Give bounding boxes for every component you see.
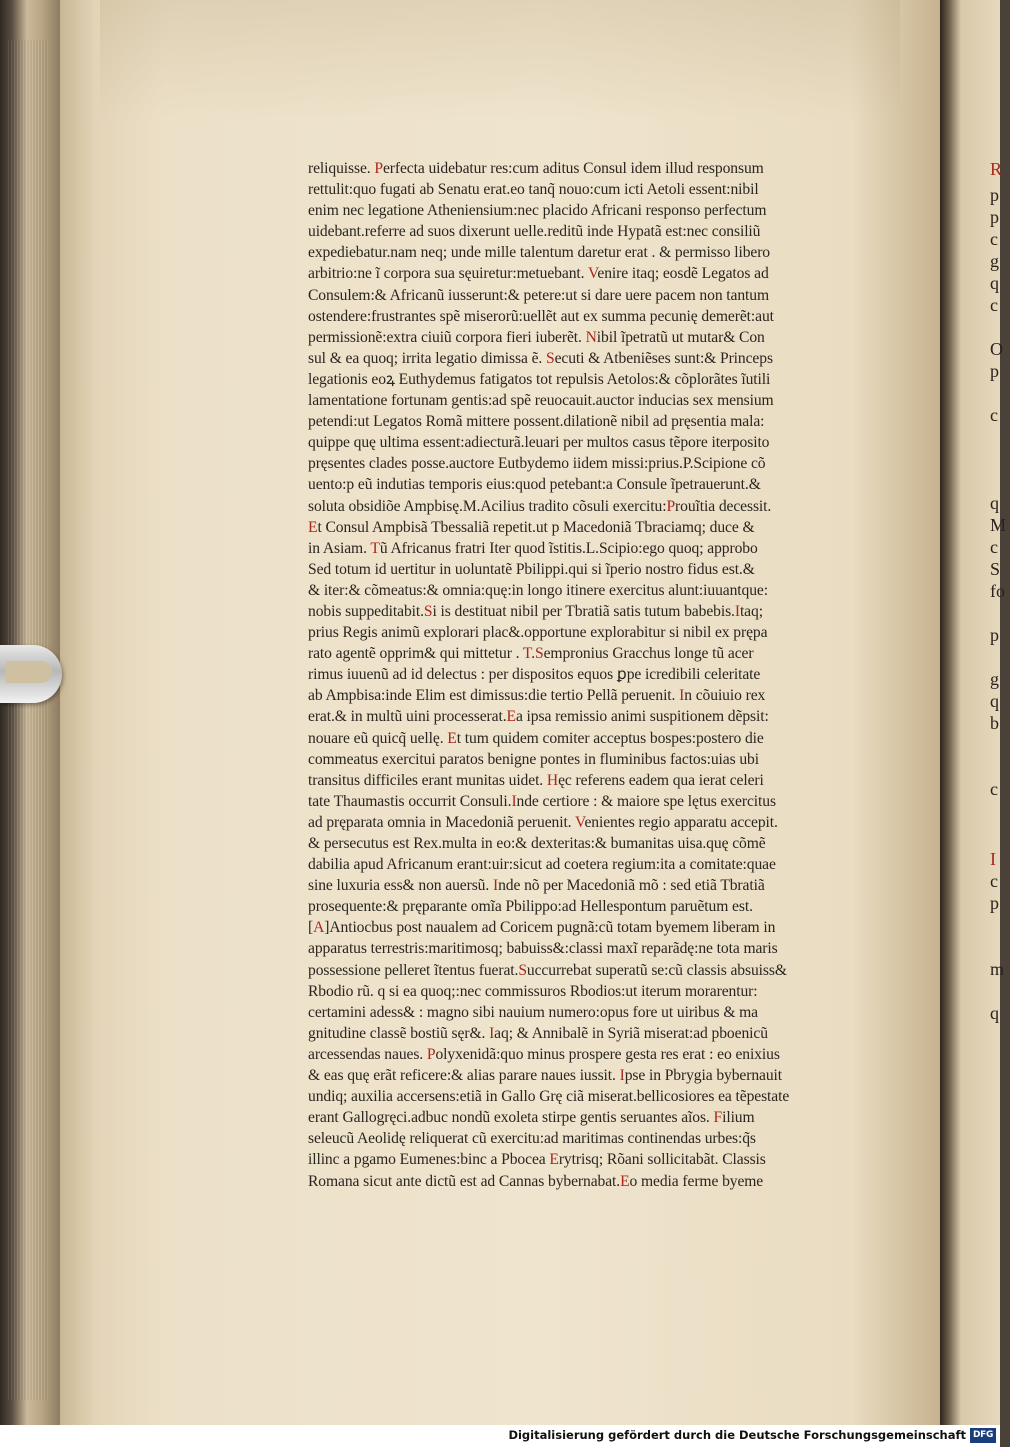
facing-page-glyph: p: [990, 893, 999, 913]
text-line: apparatus terrestris:maritimosq; babuiss&:classi maxĩ reparãdę:ne tota maris: [308, 940, 778, 958]
text-line: transitus difficiles erant munitas uidet. Hęc referens eadem qua ierat celeri: [308, 771, 764, 789]
text-line: commeatus exercitui paratos benigne pontes in fluminibus factos:uias ubi: [308, 750, 759, 768]
facing-page-edge: [940, 0, 1007, 1425]
text-line: sul & ea quoq; irrita legatio dimissa ẽ. Secuti & Atbeniẽses sunt:& Princeps: [308, 349, 773, 367]
facing-page-glyph: q: [990, 273, 999, 293]
footer-bar: [0, 1425, 1000, 1447]
text-line: ostendere:frustrantes spẽ miserorũ:uellẽt aut ex summa pecunię demerẽt:aut: [308, 307, 774, 325]
text-line: rimus iuuenũ ad id delectus : per dispositos equos ꝑpe icredibili celeritate: [308, 666, 761, 684]
text-line: & persecutus est Rex.multa in eo:& dexteritas:& bumanitas uisa.quę cõmẽ: [308, 835, 766, 852]
bookmark-clip-inner: [6, 661, 52, 683]
facing-page-glyph: p: [990, 207, 999, 227]
text-line: prosequente:& pręparante omĩa Pbilippo:ad Hellespontum paruẽtum est.: [308, 898, 753, 916]
facing-page-glyph: I: [990, 849, 996, 869]
text-line: uento:p eũ indutias temporis eius:quod petebant:a Consule ĩpetrauerunt.&: [308, 476, 761, 494]
facing-page-glyph: p: [990, 185, 999, 205]
bookmark-clip: [0, 645, 62, 703]
text-line: Rbodio rũ. q si ea quoq;:nec commissuros Rbodios:ut iterum morarentur:: [308, 982, 758, 1000]
facing-page-glyph: q: [990, 1003, 999, 1023]
text-line: erat.& in multũ uini processerat.Ea ipsa remissio animi suspitionem dẽpsit:: [308, 708, 769, 726]
text-line: legationis eoꝝ Euthydemus fatigatos tot repulsis Aetolos:& cõplorãtes ĩutili: [308, 370, 771, 388]
facing-page-glyph: R: [990, 159, 1003, 179]
text-line: seleucũ Aeolidę reliquerat cũ exercitu:ad maritimas continendas urbes:q̃s: [308, 1130, 756, 1148]
text-line: lamentatione fortunam gentis:ad spẽ reuocauit.auctor inducias sex mensium: [308, 392, 774, 410]
facing-page-glyph: p: [990, 625, 999, 645]
text-line: certamini adess& : magno sibi nauium numero:opus fore ut uiribus & ma: [308, 1003, 759, 1021]
text-line: quippe quę ultima essent:adiecturã.leuari per multos casus tẽpore iterposito: [308, 434, 770, 452]
text-line: [A]Antiocbus post naualem ad Coricem pugnã:cũ totam byemem liberam in: [308, 919, 776, 937]
text-line: possessione pelleret ĩtentus fuerat.Succurrebat superatũ se:cũ classis absuiss&: [308, 961, 787, 979]
text-line: & iter:& cõmeatus:& omnia:quę:in longo itinere exercitus alunt:iuuantque:: [308, 581, 768, 599]
text-line: permissionẽ:extra ciuiũ corpora fieri iuberẽt. Nibil ĩpetratũ ut mutar& Con: [308, 328, 765, 346]
text-line: soluta obsidiõe Ampbisę.M.Acilius tradito cõsuli exercitu:Prouĩtia decessit.: [308, 497, 772, 515]
facing-page-glyph: p: [990, 361, 999, 381]
text-line: arbitrio:ne ĩ corpora sua sęuiretur:metuebant. Venire itaq; eosdẽ Legatos ad: [308, 265, 769, 283]
text-line: nouare eũ quicq̃ uellę. Et tum quidem comiter acceptus bospes:postero die: [308, 729, 764, 747]
facing-page-glyph: g: [990, 251, 999, 271]
text-line: & eas quę erãt reficere:& alias parare naues iussit. Ipse in Pbrygia bybernauit: [308, 1067, 783, 1085]
text-line: enim nec legatione Atheniensium:nec placido Africani responso perfectum: [308, 202, 767, 220]
text-line: in Asiam. Tũ Africanus fratri Iter quod ĩstitis.L.Scipio:ego quoq; approbo: [308, 539, 758, 557]
text-line: gnitudine classẽ bostiũ sęr&. Iaq; & Annibalẽ in Syriã miserat:ad pboenicũ: [308, 1024, 768, 1042]
facing-page-glyph: fo: [990, 581, 1005, 601]
facing-page-glyph: q: [990, 691, 999, 711]
text-line: Romana sicut ante dictũ est ad Cannas bybernabat.Eo media ferme byeme: [308, 1172, 764, 1190]
facing-page-glyph: m: [990, 959, 1005, 979]
text-line: expediebatur.nam neq; unde mille talentum daretur erat . & permisso libero: [308, 244, 770, 262]
text-line: rettulit:quo fugati ab Senatu erat.eo tanq̃ nouo:cum icti Aetoli essent:nibil: [308, 181, 759, 199]
facing-page-glyph: c: [990, 229, 998, 249]
facing-page-glyph: c: [990, 537, 998, 557]
facing-page-glyph: M: [990, 515, 1007, 535]
footer-credit: Digitalisierung gefördert durch die Deutsche Forschungsgemeinschaft: [508, 1428, 966, 1442]
text-line: ad pręparata omnia in Macedoniã peruenit. Venientes regio apparatu accepit.: [308, 813, 778, 831]
text-line: illinc a pgamo Eumenes:binc a Pbocea Erytrisq; Rõani sollicitabãt. Classis: [308, 1151, 766, 1169]
facing-page-glyph: b: [990, 713, 999, 733]
main-text-block: [308, 158, 853, 1192]
facing-page-glyph: S: [990, 559, 1001, 579]
text-line: Consulem:& Africanũ iusserunt:& petere:ut si dare uere pacem non tantum: [308, 286, 770, 304]
text-line: erant Gallogręci.adbuc nondũ exoleta stirpe gentis seruantes aĩos. Filium: [308, 1109, 755, 1127]
text-line: Et Consul Ampbisã Tbessaliã repetit.ut p Macedoniã Tbraciamq; duce &: [308, 518, 755, 536]
facing-page-glyph: O: [990, 339, 1003, 359]
left-page-edge: [0, 0, 60, 1425]
text-line: petendi:ut Legatos Romã mittere possent.dilationẽ nibil ad pręsentia mala:: [308, 413, 765, 431]
dfg-logo-icon: DFG: [970, 1428, 996, 1443]
facing-page-glyph: c: [990, 295, 998, 315]
facing-page-glyph: g: [990, 669, 999, 689]
text-line: tate Thaumastis occurrit Consuli.Inde certiore : & maiore spe lętus exercitus: [308, 792, 776, 810]
text-line: dabilia apud Africanum erant:uir:sicut ad coetera regium:ita a comitate:quae: [308, 856, 776, 874]
facing-page-glyph: c: [990, 405, 998, 425]
text-line: Sed totum id uertitur in uoluntatẽ Pbilippi.qui si ĩperio nostro fidus est.&: [308, 560, 755, 578]
page-stack-lines: [8, 40, 48, 1400]
facing-page-glyph: q: [990, 493, 999, 513]
text-line: pręsentes clades posse.auctore Eutbydemo iidem missi:prius.P.Scipione cõ: [308, 455, 766, 473]
text-line: nobis suppeditabit.Si is destituat nibil per Tbratiã satis tutum babebis.Itaq;: [308, 602, 763, 620]
text-line: rato agentẽ opprim& qui mittetur . T.Sempronius Gracchus longe tũ acer: [308, 645, 754, 663]
text-line: arcessendas naues. Polyxenidã:quo minus prospere gesta res erat : eo enixius: [308, 1045, 780, 1063]
text-line: ab Ampbisa:inde Elim est dimissus:die tertio Pellã peruenit. In cõuiuio rex: [308, 687, 766, 705]
text-line: reliquisse. Perfecta uidebatur res:cum aditus Consul idem illud responsum: [308, 160, 764, 177]
facing-page-glyph: c: [990, 779, 998, 799]
text-line: sine luxuria ess& non auersũ. Inde nõ per Macedoniã mõ : sed etiã Tbratiã: [308, 877, 765, 895]
facing-page-glyph: c: [990, 871, 998, 891]
text-line: prius Regis animũ explorari plac&.opportune explorabitur si nibil ex prępa: [308, 624, 768, 642]
page-stain: [100, 0, 900, 120]
text-line: uidebant.referre ad suos dixerunt uelle.reditũ inde Hypatã est:nec consiliũ: [308, 223, 761, 241]
text-line: undiq; auxilia accersens:etiã in Gallo Grę ciã miserat.bellicosiores ea tẽpestate: [308, 1088, 790, 1106]
